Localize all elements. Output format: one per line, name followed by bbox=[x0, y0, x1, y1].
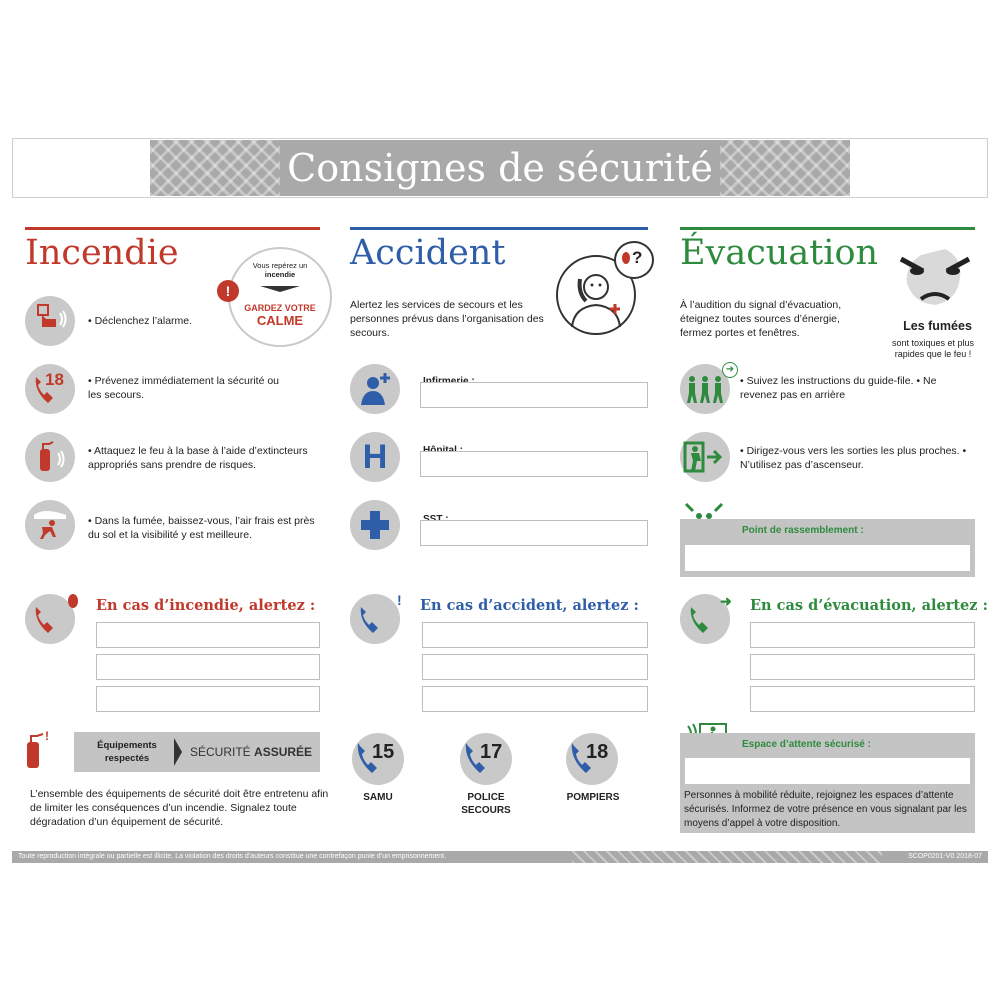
incendie-alert-field-2[interactable] bbox=[96, 654, 320, 680]
sst-field[interactable] bbox=[420, 520, 648, 546]
police-phone-icon bbox=[460, 733, 512, 785]
callout-word: incendie bbox=[264, 270, 296, 279]
accident-intro: Alertez les services de secours et les personnes prévus dans l’organisation des secours. bbox=[350, 299, 544, 339]
calm-callout bbox=[228, 247, 332, 347]
infirmerie-field[interactable] bbox=[420, 382, 648, 408]
police-caption: POLICE SECOURS bbox=[461, 792, 511, 816]
incendie-alert-field-1[interactable] bbox=[96, 622, 320, 648]
accident-alert-title: En cas d’accident, alertez : bbox=[420, 597, 639, 614]
waiting-text: Personnes à mobilité réduite, rejoignez les espaces d’attente sécurisés. Informez de votre présence en vous signalant par les moyens d’appel à votre disposition. bbox=[684, 790, 967, 829]
equipment-banner bbox=[74, 732, 320, 772]
waiting-area-box bbox=[680, 733, 975, 833]
equipment-extinguisher-icon bbox=[25, 730, 49, 768]
extinguisher-icon bbox=[25, 432, 75, 482]
equipment-text: L’ensemble des équipements de sécurité doit être entretenu afin de limiter les conséquences d’un incendie. Signalez toute dégradation d’un équipement de sécurité. bbox=[30, 788, 329, 828]
crouch-icon bbox=[25, 500, 75, 550]
incendie-step-2: • Prévenez immédiatement la sécurité ou les secours. bbox=[88, 375, 280, 401]
page-title: Consignes de sécurité bbox=[287, 146, 713, 190]
chevron-right-icon bbox=[174, 738, 182, 766]
hospital-h-icon bbox=[350, 432, 400, 482]
incendie-alert-field-3[interactable] bbox=[96, 686, 320, 712]
evacuation-step-1: • Suivez les instructions du guide-file. • Ne revenez pas en arrière bbox=[740, 375, 937, 401]
fumees-text: sont toxiques et plus rapides que le feu ! bbox=[891, 338, 975, 359]
hospital-h-glyph: H bbox=[362, 437, 388, 476]
question-bubble-icon: ? bbox=[614, 241, 654, 279]
warning-icon: ! bbox=[217, 280, 239, 302]
alarm-button-icon bbox=[25, 296, 75, 346]
callout-arrow-icon bbox=[260, 286, 300, 292]
evacuation-intro: À l’audition du signal d’évacuation, éteignez toutes sources d’énergie, fermez portes et fenêtres. bbox=[680, 299, 842, 339]
footer-bar bbox=[12, 851, 988, 863]
exit-icon bbox=[680, 432, 730, 482]
phone-badge: 18 bbox=[45, 370, 64, 389]
waiting-field[interactable] bbox=[685, 758, 970, 784]
accident-alert-field-3[interactable] bbox=[422, 686, 648, 712]
waiting-label: Espace d’attente sécurisé : bbox=[742, 739, 871, 750]
accident-phone-icon bbox=[350, 594, 400, 644]
evacuation-title: Évacuation bbox=[680, 233, 879, 273]
equipment-result-2: ASSURÉE bbox=[254, 745, 313, 759]
accident-title: Accident bbox=[350, 233, 506, 273]
incendie-title: Incendie bbox=[25, 233, 179, 273]
accident-alert-field-1[interactable] bbox=[422, 622, 648, 648]
incendie-step-1: • Déclenchez l’alarme. bbox=[88, 315, 193, 327]
assembly-box bbox=[680, 519, 975, 577]
incendie-alert-title: En cas d’incendie, alertez : bbox=[96, 597, 316, 614]
callout-calm: CALME bbox=[256, 313, 304, 328]
evacuation-alert-field-1[interactable] bbox=[750, 622, 975, 648]
evacuation-alert-field-3[interactable] bbox=[750, 686, 975, 712]
callout-intro: Vous repérez un bbox=[252, 261, 308, 270]
flame-icon bbox=[68, 594, 78, 608]
first-aid-cross-icon bbox=[350, 500, 400, 550]
footer-legal: Toute reproduction intégrale ou partielle est illicite. La violation des droits d’auteurs constitue une contrefaçon punie d’un emprisonnement. bbox=[18, 853, 447, 860]
incendie-rule bbox=[25, 227, 320, 230]
equipment-label: Équipements respectés bbox=[97, 740, 157, 764]
evacuation-alert-field-2[interactable] bbox=[750, 654, 975, 680]
footer-ref: SCOP0201-V0 2018-07 bbox=[908, 853, 982, 860]
pompiers-caption: POMPIERS bbox=[566, 792, 620, 803]
samu-number: 15 bbox=[372, 741, 395, 763]
footer-pattern bbox=[572, 851, 882, 863]
samu-phone-icon bbox=[352, 733, 404, 785]
fumees-title: Les fumées bbox=[903, 319, 972, 333]
equipment-result-1: SÉCURITÉ bbox=[190, 745, 251, 759]
hopital-field[interactable] bbox=[420, 451, 648, 477]
samu-caption: SAMU bbox=[363, 792, 393, 803]
pompiers-number: 18 bbox=[586, 741, 609, 763]
accident-exclaim-icon: ! bbox=[397, 592, 402, 608]
pompiers-phone-icon bbox=[566, 733, 618, 785]
police-number: 17 bbox=[480, 741, 503, 763]
arrow-badge-icon: ➜ bbox=[722, 362, 738, 378]
assembly-label: Point de rassemblement : bbox=[742, 525, 864, 536]
smoke-face-icon bbox=[895, 245, 975, 317]
evac-arrow-icon: ➜ bbox=[720, 593, 732, 609]
callout-keep: GARDEZ VOTRE bbox=[244, 303, 316, 313]
incendie-step-4: • Dans la fumée, baissez-vous, l’air frais est près du sol et la visibilité y est meilleure. bbox=[88, 515, 315, 541]
evacuation-step-2: • Dirigez-vous vers les sorties les plus proches. • N’utilisez pas d’ascenseur. bbox=[740, 445, 967, 471]
evacuation-alert-title: En cas d’évacuation, alertez : bbox=[750, 597, 988, 614]
nurse-icon bbox=[350, 364, 400, 414]
svg-text:!: ! bbox=[45, 730, 49, 743]
incendie-step-3: • Attaquez le feu à la base à l’aide d’extincteurs appropriés sans prendre de risques. bbox=[88, 445, 308, 471]
accident-rule bbox=[350, 227, 648, 230]
accident-alert-field-2[interactable] bbox=[422, 654, 648, 680]
evacuation-rule bbox=[680, 227, 975, 230]
assembly-field[interactable] bbox=[685, 545, 970, 571]
